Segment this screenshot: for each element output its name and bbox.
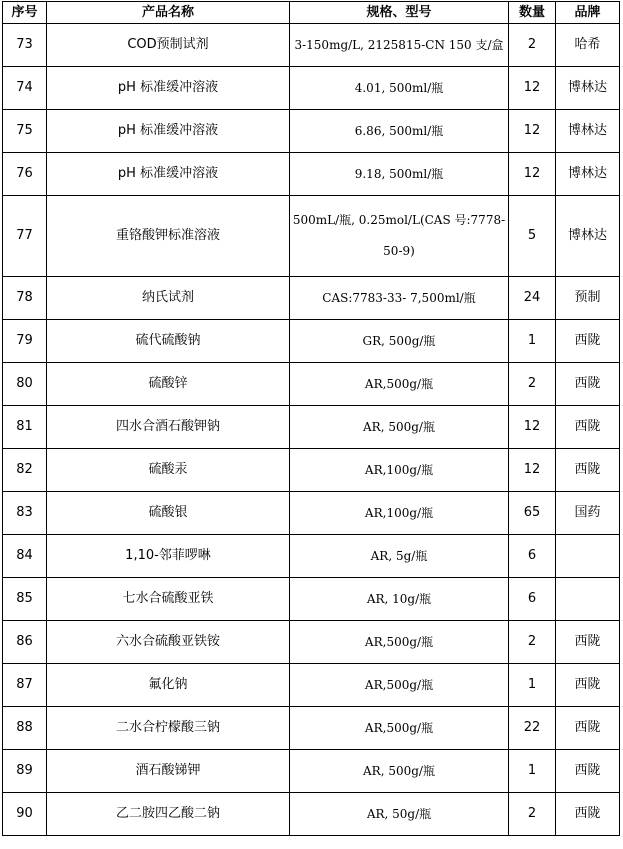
row-brand: 预制 [556, 277, 620, 320]
row-spec: 4.01, 500ml/瓶 [290, 67, 509, 110]
row-brand: 西陇 [556, 664, 620, 707]
row-spec: 9.18, 500ml/瓶 [290, 153, 509, 196]
header-qty: 数量 [509, 2, 556, 24]
row-name: 酒石酸锑钾 [47, 750, 290, 793]
row-spec: AR,500g/瓶 [290, 621, 509, 664]
row-name: 二水合柠檬酸三钠 [47, 707, 290, 750]
row-qty: 2 [509, 621, 556, 664]
row-name: pH 标准缓冲溶液 [47, 110, 290, 153]
row-spec: AR, 50g/瓶 [290, 793, 509, 836]
row-brand: 西陇 [556, 449, 620, 492]
table-row [3, 110, 620, 153]
row-qty: 12 [509, 449, 556, 492]
row-name: 乙二胺四乙酸二钠 [47, 793, 290, 836]
row-name: 硫酸锌 [47, 363, 290, 406]
table-row [3, 277, 620, 320]
row-name: COD预制试剂 [47, 24, 290, 67]
row-name: 六水合硫酸亚铁铵 [47, 621, 290, 664]
row-qty: 12 [509, 406, 556, 449]
row-spec: AR,100g/瓶 [290, 449, 509, 492]
row-name: 硫代硫酸钠 [47, 320, 290, 363]
table-row [3, 406, 620, 449]
row-seq: 85 [3, 578, 47, 621]
table-row [3, 578, 620, 621]
row-brand: 西陇 [556, 621, 620, 664]
row-seq: 80 [3, 363, 47, 406]
row-brand: 博林达 [556, 153, 620, 196]
table-row [3, 153, 620, 196]
row-brand: 西陇 [556, 406, 620, 449]
row-seq: 76 [3, 153, 47, 196]
row-seq: 74 [3, 67, 47, 110]
header-seq: 序号 [3, 2, 47, 24]
row-seq: 87 [3, 664, 47, 707]
row-qty: 6 [509, 535, 556, 578]
row-seq: 88 [3, 707, 47, 750]
row-name: pH 标准缓冲溶液 [47, 153, 290, 196]
row-qty: 12 [509, 153, 556, 196]
row-spec: AR, 500g/瓶 [290, 406, 509, 449]
table-row [3, 535, 620, 578]
table-row [3, 664, 620, 707]
row-qty: 1 [509, 320, 556, 363]
product-table [2, 1, 620, 836]
row-name: 纳氏试剂 [47, 277, 290, 320]
row-seq: 84 [3, 535, 47, 578]
row-brand: 西陇 [556, 707, 620, 750]
row-spec: AR,500g/瓶 [290, 664, 509, 707]
row-brand [556, 578, 620, 621]
row-seq: 73 [3, 24, 47, 67]
product-table-container [2, 1, 620, 836]
row-qty: 2 [509, 793, 556, 836]
table-row [3, 750, 620, 793]
row-brand: 西陇 [556, 320, 620, 363]
row-qty: 6 [509, 578, 556, 621]
header-spec: 规格、型号 [290, 2, 509, 24]
header-brand: 品牌 [556, 2, 620, 24]
table-row [3, 492, 620, 535]
row-qty: 1 [509, 664, 556, 707]
row-seq: 83 [3, 492, 47, 535]
row-spec: AR, 5g/瓶 [290, 535, 509, 578]
table-row [3, 24, 620, 67]
row-name: 硫酸汞 [47, 449, 290, 492]
row-qty: 22 [509, 707, 556, 750]
row-brand: 西陇 [556, 363, 620, 406]
row-brand: 西陇 [556, 750, 620, 793]
row-qty: 12 [509, 110, 556, 153]
row-seq: 86 [3, 621, 47, 664]
row-name: 重铬酸钾标准溶液 [47, 196, 290, 277]
row-brand: 博林达 [556, 196, 620, 277]
header-name: 产品名称 [47, 2, 290, 24]
row-spec: AR, 500g/瓶 [290, 750, 509, 793]
row-brand [556, 535, 620, 578]
row-spec: GR, 500g/瓶 [290, 320, 509, 363]
row-name: pH 标准缓冲溶液 [47, 67, 290, 110]
row-spec: 500mL/瓶, 0.25mol/L(CAS 号:7778-50-9) [290, 196, 509, 277]
table-row [3, 196, 620, 277]
row-name: 1,10-邻菲啰啉 [47, 535, 290, 578]
row-brand: 哈希 [556, 24, 620, 67]
row-seq: 89 [3, 750, 47, 793]
table-row [3, 363, 620, 406]
row-spec: AR,500g/瓶 [290, 707, 509, 750]
row-qty: 65 [509, 492, 556, 535]
row-brand: 博林达 [556, 67, 620, 110]
row-name: 四水合酒石酸钾钠 [47, 406, 290, 449]
row-qty: 2 [509, 24, 556, 67]
table-row [3, 449, 620, 492]
row-name: 硫酸银 [47, 492, 290, 535]
row-qty: 12 [509, 67, 556, 110]
row-name: 氟化钠 [47, 664, 290, 707]
row-seq: 82 [3, 449, 47, 492]
row-brand: 国药 [556, 492, 620, 535]
row-qty: 1 [509, 750, 556, 793]
row-qty: 5 [509, 196, 556, 277]
row-seq: 90 [3, 793, 47, 836]
row-seq: 79 [3, 320, 47, 363]
row-spec: AR, 10g/瓶 [290, 578, 509, 621]
row-qty: 24 [509, 277, 556, 320]
row-seq: 78 [3, 277, 47, 320]
row-spec: AR,500g/瓶 [290, 363, 509, 406]
row-seq: 77 [3, 196, 47, 277]
row-spec: 3-150mg/L, 2125815-CN 150 支/盒 [290, 24, 509, 67]
table-row [3, 793, 620, 836]
table-row [3, 621, 620, 664]
row-spec: AR,100g/瓶 [290, 492, 509, 535]
row-brand: 西陇 [556, 793, 620, 836]
header-row [3, 2, 620, 24]
row-name: 七水合硫酸亚铁 [47, 578, 290, 621]
row-seq: 81 [3, 406, 47, 449]
row-qty: 2 [509, 363, 556, 406]
row-seq: 75 [3, 110, 47, 153]
row-spec: CAS:7783-33- 7,500ml/瓶 [290, 277, 509, 320]
row-spec: 6.86, 500ml/瓶 [290, 110, 509, 153]
table-row [3, 67, 620, 110]
row-brand: 博林达 [556, 110, 620, 153]
table-row [3, 320, 620, 363]
table-row [3, 707, 620, 750]
